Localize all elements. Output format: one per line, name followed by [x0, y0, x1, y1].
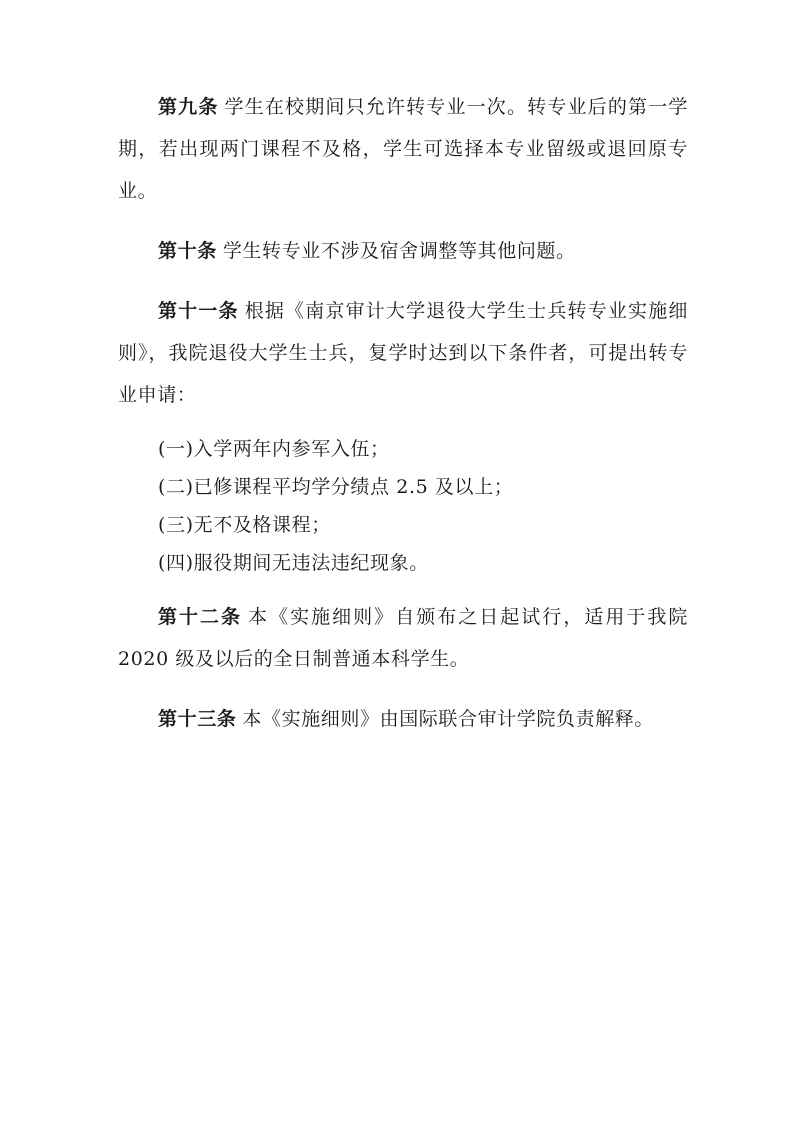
article-text: 本《实施细则》自颁布之日起试行，适用于我院 2020 级及以后的全日制普通本科学生。	[118, 606, 688, 670]
article-12	[118, 596, 688, 680]
list-item: (四)服役期间无违法违纪现象。	[158, 552, 429, 574]
article-label: 第九条	[158, 96, 219, 118]
article-label: 第十条	[158, 240, 217, 262]
article-text: 本《实施细则》由国际联合审计学院负责解释。	[242, 708, 655, 730]
article-label: 第十一条	[158, 300, 239, 322]
article-text: 学生转专业不涉及宿舍调整等其他问题。	[222, 240, 576, 262]
article-9	[118, 86, 688, 212]
list-item: (一)入学两年内参军入伍；	[158, 438, 390, 460]
article-13	[118, 698, 688, 740]
article-label: 第十二条	[158, 606, 243, 628]
article-10	[118, 230, 688, 272]
document-body	[118, 86, 688, 758]
transfer-conditions-list	[118, 430, 688, 582]
article-11	[118, 290, 688, 416]
list-item: (三)无不及格课程；	[158, 514, 331, 536]
article-text: 根据《南京审计大学退役大学生士兵转专业实施细则》，我院退役大学生士兵，复学时达到以下条件者，可提出转专业申请：	[118, 300, 688, 406]
article-label: 第十三条	[158, 708, 237, 730]
article-text: 学生在校期间只允许转专业一次。转专业后的第一学期，若出现两门课程不及格，学生可选择本专业留级或退回原专业。	[118, 96, 688, 202]
list-item: (二)已修课程平均学分绩点 2.5 及以上；	[158, 476, 514, 498]
